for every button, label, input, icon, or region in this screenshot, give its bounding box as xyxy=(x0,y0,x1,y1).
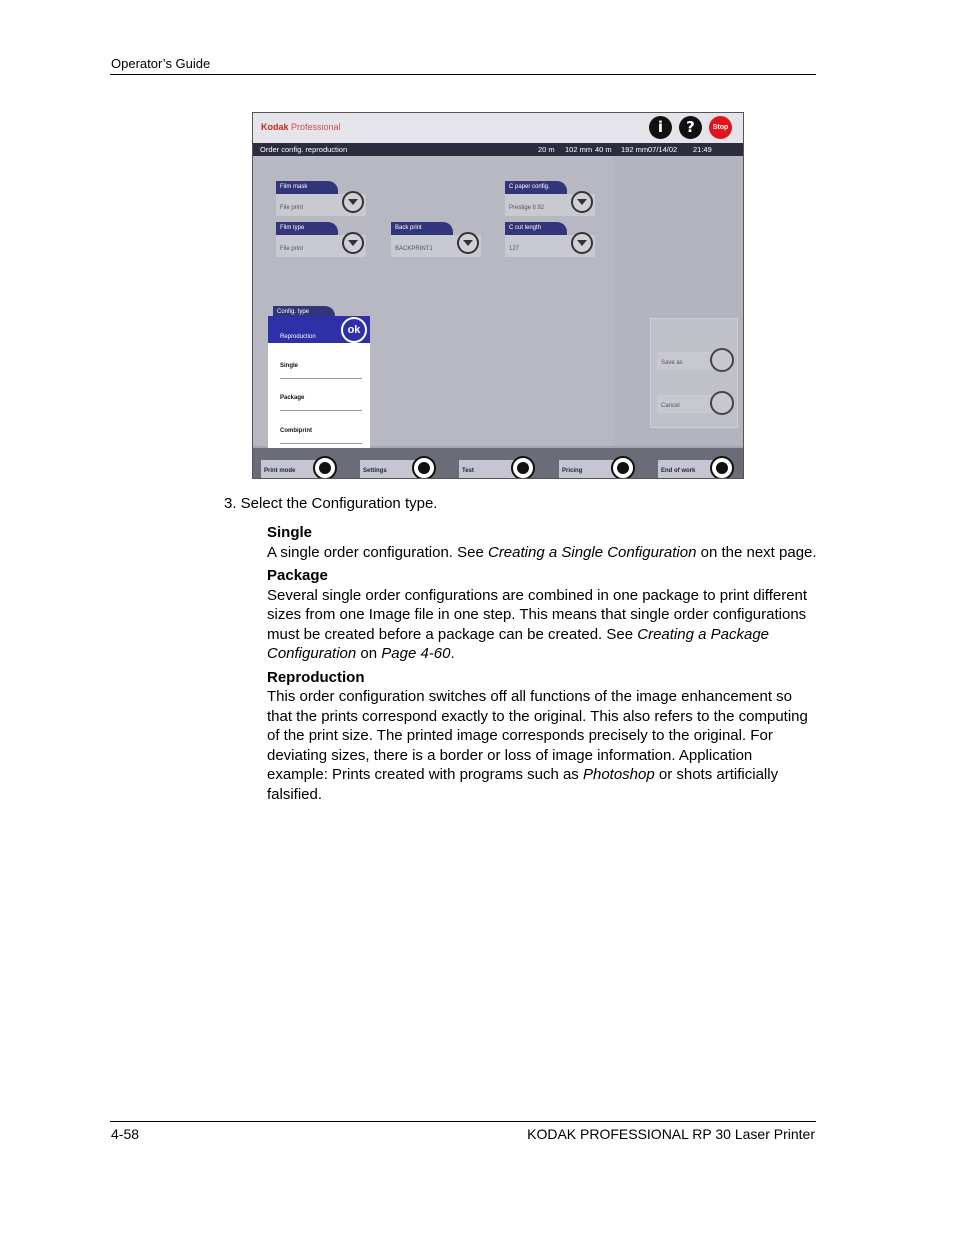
config-option-combiprint[interactable]: Combiprint xyxy=(280,428,362,444)
package-heading: Package xyxy=(267,567,328,584)
cancel-circle-icon[interactable] xyxy=(710,391,734,415)
footer-rule xyxy=(110,1121,816,1122)
cut-length-label: C cut length xyxy=(505,222,567,235)
page-number: 4-58 xyxy=(111,1126,140,1142)
paper-config-field[interactable] xyxy=(505,181,595,219)
package-text-on: on xyxy=(356,645,382,662)
footer-title: KODAK PROFESSIONAL RP 30 Laser Printer xyxy=(527,1126,815,1142)
film-mask-value: File print xyxy=(276,194,366,216)
print-mode-button[interactable] xyxy=(261,456,339,478)
package-link[interactable]: Creating a Package Configuration xyxy=(267,625,769,662)
save-as-button[interactable] xyxy=(657,348,735,370)
test-button[interactable] xyxy=(459,456,537,478)
reproduction-paragraph xyxy=(267,687,817,804)
print-mode-circle-icon[interactable] xyxy=(313,456,337,479)
film-type-label: Film type xyxy=(276,222,338,235)
ui-title-bar xyxy=(253,143,743,156)
cut-length-value: 127 xyxy=(505,235,595,257)
status-b: 40 m xyxy=(595,145,612,154)
back-print-label: Back print xyxy=(391,222,453,235)
info-icon[interactable]: i xyxy=(649,116,672,139)
reproduction-heading: Reproduction xyxy=(267,668,365,686)
package-paragraph xyxy=(267,586,817,664)
end-of-work-circle-icon[interactable] xyxy=(710,456,734,479)
single-text: A single order configuration. See xyxy=(267,543,488,561)
page-header: Operator’s Guide xyxy=(111,56,211,71)
ok-button[interactable]: ok xyxy=(341,317,367,343)
single-paragraph xyxy=(267,543,817,563)
paper-config-dropdown-icon[interactable] xyxy=(571,191,593,213)
time: 21:49 xyxy=(693,145,712,154)
cut-length-dropdown-icon[interactable] xyxy=(571,232,593,254)
ui-title: Order config. reproduction xyxy=(260,145,348,154)
photoshop-term: Photoshop xyxy=(582,766,655,783)
paper-config-value: Prestige tl 92 xyxy=(505,194,595,216)
status-a-size: 102 mm xyxy=(565,145,593,154)
left-panel xyxy=(253,156,613,446)
single-link[interactable]: Creating a Single Configuration xyxy=(487,543,697,561)
test-circle-icon[interactable] xyxy=(511,456,535,479)
help-icon[interactable]: ? xyxy=(679,116,702,139)
back-print-value: BACKPRINT1 xyxy=(391,235,481,257)
film-type-field[interactable] xyxy=(276,222,366,260)
settings-circle-icon[interactable] xyxy=(412,456,436,479)
printer-ui-screenshot xyxy=(252,112,744,479)
config-type-selected[interactable]: Reproduction xyxy=(268,316,370,343)
ui-top-bar xyxy=(253,113,743,143)
package-text-end: . xyxy=(450,645,455,662)
settings-button[interactable] xyxy=(360,456,438,478)
logo-brand: Kodak xyxy=(261,122,289,132)
paper-config-label: C paper config. xyxy=(505,181,567,194)
config-type-label: Config. type xyxy=(273,306,335,319)
film-type-value: File print xyxy=(276,235,366,257)
cut-length-field[interactable] xyxy=(505,222,595,260)
status-a: 20 m xyxy=(538,145,555,154)
config-option-single[interactable]: Single xyxy=(280,363,362,379)
config-option-package[interactable]: Package xyxy=(280,395,362,411)
package-page-link[interactable]: Page 4-60 xyxy=(381,645,451,662)
reproduction-text: This order configuration switches off all functions of the image enhancement so that the prints correspond exactly to the original. This also refers to the computing of the print size. The printed image corresponds precisely to the original. For deviating sizes, there is a border or loss of image information. Application example: Prints created with programs such as xyxy=(267,688,808,783)
test-label: Test xyxy=(459,460,519,478)
back-print-field[interactable] xyxy=(391,222,481,260)
film-type-dropdown-icon[interactable] xyxy=(342,232,364,254)
content-block xyxy=(267,523,817,808)
end-of-work-button[interactable] xyxy=(658,456,736,478)
package-text: Several single order configurations are combined in one package to print different sizes from one Image file in one step. This means that single order configurations must be created before a package can be created. See xyxy=(267,586,808,643)
reproduction-text-end: or shots artificially falsified. xyxy=(267,766,779,803)
pricing-circle-icon[interactable] xyxy=(611,456,635,479)
back-print-dropdown-icon[interactable] xyxy=(457,232,479,254)
date: 07/14/02 xyxy=(648,145,678,154)
single-heading: Single xyxy=(267,524,313,541)
end-of-work-label: End of work xyxy=(658,460,718,478)
save-as-circle-icon[interactable] xyxy=(710,348,734,372)
print-mode-label: Print mode xyxy=(261,460,321,478)
pricing-button[interactable] xyxy=(559,456,637,478)
cancel-button[interactable] xyxy=(657,391,735,413)
film-mask-label: Film mask xyxy=(276,181,338,194)
settings-label: Settings xyxy=(360,460,420,478)
logo-sub: Professional xyxy=(291,122,341,132)
status-b-size: 192 mm xyxy=(621,145,649,154)
kodak-logo xyxy=(261,122,341,132)
action-box xyxy=(650,318,738,428)
pricing-label: Pricing xyxy=(559,460,619,478)
save-as-label: Save as xyxy=(657,352,715,370)
film-mask-field[interactable] xyxy=(276,181,366,219)
bottom-bar xyxy=(253,448,743,479)
film-mask-dropdown-icon[interactable] xyxy=(342,191,364,213)
stop-button[interactable]: Stop xyxy=(709,116,732,139)
step-3: 3. Select the Configuration type. xyxy=(224,495,438,512)
header-rule xyxy=(110,74,816,75)
single-text-end: on the next page. xyxy=(696,543,817,561)
cancel-label: Cancel xyxy=(657,395,715,413)
